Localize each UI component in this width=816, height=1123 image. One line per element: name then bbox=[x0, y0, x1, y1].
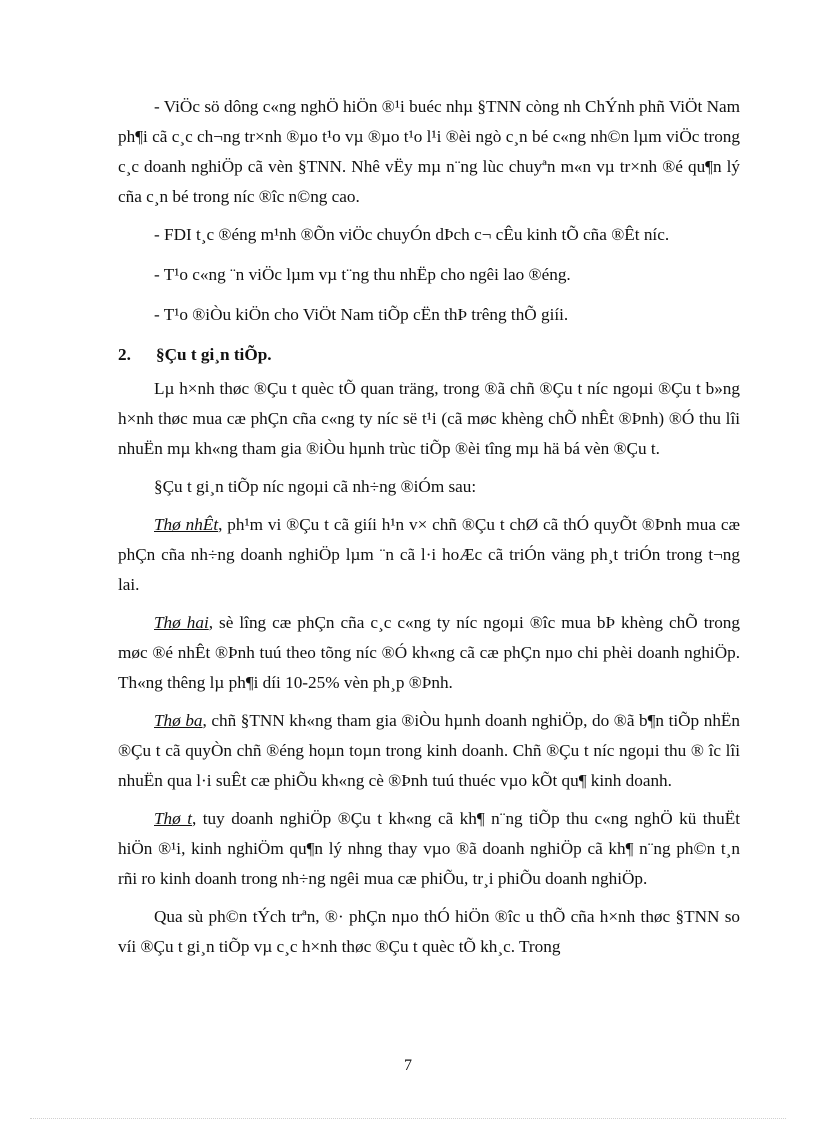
paragraph-lead: Thø nhÊt bbox=[154, 515, 219, 534]
section-heading bbox=[118, 340, 740, 370]
paragraph: - T¹o ®iÒu kiÖn cho ViÖt Nam tiÕp cËn thÞ trêng thÕ giíi. bbox=[154, 305, 569, 324]
paragraph: Lµ h×nh thøc ®Çu t quèc tÕ quan träng, trong ®ã chñ ®Çu t níc ngoµi ®Çu t b»ng h×nh thøc mua cæ phÇn cña c«ng ty níc së t¹i (cã møc khèng chÕ nhÊt ®Þnh) ®Ó thu lîi nhuËn mµ kh«ng tham gia ®iÒu hµnh trùc tiÕp ®èi tîng mµ hä bá vèn ®Çu t. bbox=[118, 379, 740, 458]
paragraph-body: , ph¹m vi ®Çu t cã giíi h¹n v× chñ ®Çu t chØ cã thÓ quyÕt ®Þnh mua cæ phÇn cña nh÷ng doanh nghiÖp lµm ¨n cã l·i hoÆc cã triÓn väng ph¸t triÓn trong t¬ng lai. bbox=[118, 515, 740, 594]
body-text bbox=[118, 92, 740, 970]
paragraph-body: , tuy doanh nghiÖp ®Çu t kh«ng cã kh¶ n¨ng tiÕp thu c«ng nghÖ kü thuËt hiÖn ®¹i, kinh nghiÖm qu¶n lý nhng thay vµo ®ã doanh nghiÖp cã kh¶ n¨ng ph©n t¸n rñi ro kinh doanh trong nh÷ng ngêi mua cæ phiÕu, tr¸i phiÕu doanh nghiÖp. bbox=[118, 809, 740, 888]
paragraph-lead: Thø t bbox=[154, 809, 192, 828]
section-number: 2. bbox=[118, 345, 131, 364]
paragraph-lead: Thø ba bbox=[154, 711, 203, 730]
paragraph-body: , chñ §TNN kh«ng tham gia ®iÒu hµnh doanh nghiÖp, do ®ã b¶n tiÕp nhËn ®Çu t cã quyÒn chñ ®éng hoµn toµn trong kinh doanh. Chñ ®Çu t níc ngoµi thu ® îc lîi nhuËn qua l·i suÊt cæ phiÕu kh«ng cè ®Þnh tuú thuéc vµo kÕt qu¶ kinh doanh. bbox=[118, 711, 741, 790]
section-title: §Çu t gi¸n tiÕp. bbox=[156, 345, 272, 364]
paragraph: Qua sù ph©n tÝch trªn, ®· phÇn nµo thÓ hiÖn ®îc u thÕ cña h×nh thøc §TNN so víi ®Çu t gi¸n tiÕp vµ c¸c h×nh thøc ®Çu t quèc tÕ kh¸c. Trong bbox=[118, 907, 740, 956]
paragraph: §Çu t gi¸n tiÕp níc ngoµi cã nh÷ng ®iÓm sau: bbox=[154, 477, 477, 496]
paragraph bbox=[118, 510, 740, 600]
paragraph: - T¹o c«ng ¨n viÖc lµm vµ t¨ng thu nhËp cho ngêi lao ®éng. bbox=[154, 265, 571, 284]
paragraph bbox=[118, 608, 740, 698]
paragraph: - FDI t¸c ®éng m¹nh ®Õn viÖc chuyÓn dÞch c¬ cÊu kinh tÕ cña ®Êt níc. bbox=[154, 225, 670, 244]
paragraph bbox=[118, 706, 740, 796]
page-divider bbox=[30, 1118, 786, 1119]
paragraph bbox=[118, 804, 740, 894]
page-number: 7 bbox=[404, 1057, 412, 1074]
paragraph-lead: Thø hai bbox=[154, 613, 209, 632]
paragraph: - ViÖc sö dông c«ng nghÖ hiÖn ®¹i buéc nhµ §TNN còng nh ChÝnh phñ ViÖt Nam ph¶i cã c¸c ch¬ng tr×nh ®µo t¹o vµ ®µo t¹o l¹i ®èi ngò c¸n bé c«ng nh©n lµm viÖc trong c¸c doanh nghiÖp cã vèn §TNN. Nhê vËy mµ n¨ng lùc chuyªn m«n vµ tr×nh ®é qu¶n lý cña c¸n bé trong níc ®îc n©ng cao. bbox=[118, 97, 740, 206]
paragraph-body: , sè lîng cæ phÇn cña c¸c c«ng ty níc ngoµi ®îc mua bÞ khèng chÕ trong møc ®é nhÊt ®Þnh tuú theo tõng níc ®Ó kh«ng cã cæ phÇn nµo chi phèi doanh nghiÖp. Th«ng thêng lµ ph¶i díi 10-25% vèn ph¸p ®Þnh. bbox=[118, 613, 740, 692]
